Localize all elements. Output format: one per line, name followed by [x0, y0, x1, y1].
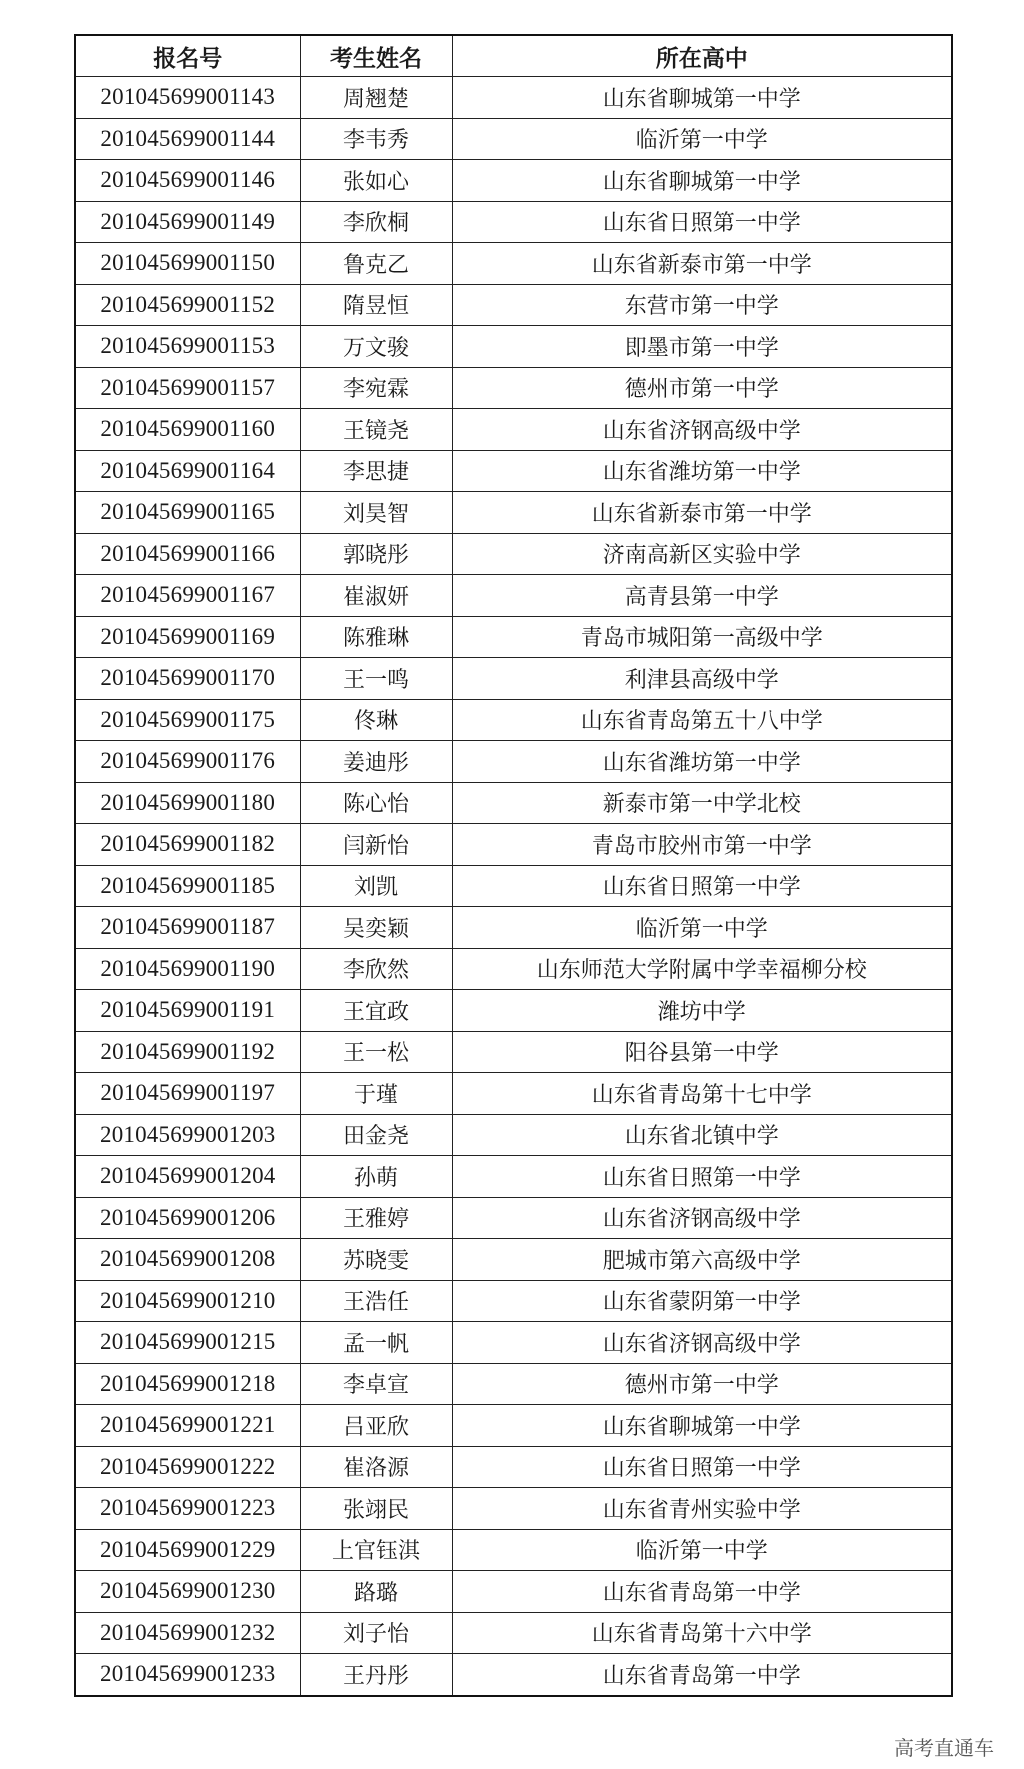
- high-school-cell: 临沂第一中学: [452, 118, 952, 160]
- high-school-cell: 山东省潍坊第一中学: [452, 450, 952, 492]
- registration-number-cell: 201045699001150: [75, 243, 300, 285]
- table-row: [75, 865, 952, 907]
- student-name-cell: 吕亚欣: [300, 1405, 452, 1447]
- student-name-cell: 王宜政: [300, 990, 452, 1032]
- registration-number-cell: 201045699001149: [75, 201, 300, 243]
- high-school-cell: 山东省青岛第十七中学: [452, 1073, 952, 1115]
- table-row: [75, 118, 952, 160]
- registration-number-cell: 201045699001222: [75, 1446, 300, 1488]
- registration-number-cell: 201045699001165: [75, 492, 300, 534]
- table-row: [75, 1654, 952, 1696]
- high-school-cell: 山东省青岛第五十八中学: [452, 699, 952, 741]
- student-name-cell: 孟一帆: [300, 1322, 452, 1364]
- table-row: [75, 1197, 952, 1239]
- registration-number-cell: 201045699001197: [75, 1073, 300, 1115]
- registration-number-cell: 201045699001210: [75, 1280, 300, 1322]
- registration-number-cell: 201045699001153: [75, 326, 300, 368]
- table-row: [75, 990, 952, 1032]
- high-school-cell: 阳谷县第一中学: [452, 1031, 952, 1073]
- registration-number-cell: 201045699001166: [75, 533, 300, 575]
- high-school-cell: 山东省日照第一中学: [452, 865, 952, 907]
- registration-number-cell: 201045699001191: [75, 990, 300, 1032]
- table-row: [75, 1612, 952, 1654]
- student-name-cell: 王浩任: [300, 1280, 452, 1322]
- table-row: [75, 616, 952, 658]
- registration-number-cell: 201045699001192: [75, 1031, 300, 1073]
- student-name-cell: 上官钰淇: [300, 1529, 452, 1571]
- table-row: [75, 1073, 952, 1115]
- student-name-cell: 张如心: [300, 160, 452, 202]
- table-row: [75, 1405, 952, 1447]
- table-row: [75, 326, 952, 368]
- student-name-cell: 李卓宣: [300, 1363, 452, 1405]
- high-school-cell: 青岛市胶州市第一中学: [452, 824, 952, 866]
- high-school-cell: 山东省日照第一中学: [452, 1446, 952, 1488]
- registration-number-cell: 201045699001204: [75, 1156, 300, 1198]
- registration-number-cell: 201045699001208: [75, 1239, 300, 1281]
- table-row: [75, 575, 952, 617]
- registration-number-cell: 201045699001146: [75, 160, 300, 202]
- high-school-cell: 山东省北镇中学: [452, 1114, 952, 1156]
- high-school-cell: 肥城市第六高级中学: [452, 1239, 952, 1281]
- student-name-cell: 万文骏: [300, 326, 452, 368]
- high-school-cell: 临沂第一中学: [452, 907, 952, 949]
- registration-number-cell: 201045699001221: [75, 1405, 300, 1447]
- header-registration-number: 报名号: [75, 35, 300, 77]
- student-name-cell: 王一松: [300, 1031, 452, 1073]
- high-school-cell: 潍坊中学: [452, 990, 952, 1032]
- table-row: [75, 1156, 952, 1198]
- student-name-cell: 于瑾: [300, 1073, 452, 1115]
- student-name-cell: 佟琳: [300, 699, 452, 741]
- high-school-cell: 山东师范大学附属中学幸福柳分校: [452, 948, 952, 990]
- registration-number-cell: 201045699001143: [75, 77, 300, 119]
- registration-number-cell: 201045699001160: [75, 409, 300, 451]
- high-school-cell: 山东省济钢高级中学: [452, 409, 952, 451]
- high-school-cell: 山东省新泰市第一中学: [452, 492, 952, 534]
- student-name-cell: 隋昱恒: [300, 284, 452, 326]
- high-school-cell: 济南高新区实验中学: [452, 533, 952, 575]
- table-row: [75, 450, 952, 492]
- high-school-cell: 新泰市第一中学北校: [452, 782, 952, 824]
- table-row: [75, 658, 952, 700]
- watermark-text: 高考直通车: [894, 1736, 994, 1760]
- high-school-cell: 山东省聊城第一中学: [452, 77, 952, 119]
- table-row: [75, 201, 952, 243]
- high-school-cell: 利津县高级中学: [452, 658, 952, 700]
- high-school-cell: 山东省青岛第一中学: [452, 1571, 952, 1613]
- high-school-cell: 山东省日照第一中学: [452, 201, 952, 243]
- registration-number-cell: 201045699001190: [75, 948, 300, 990]
- high-school-cell: 山东省聊城第一中学: [452, 1405, 952, 1447]
- high-school-cell: 山东省济钢高级中学: [452, 1322, 952, 1364]
- header-row: [75, 35, 952, 77]
- student-name-cell: 李韦秀: [300, 118, 452, 160]
- table-row: [75, 907, 952, 949]
- table-row: [75, 533, 952, 575]
- table-row: [75, 284, 952, 326]
- high-school-cell: 山东省青岛第十六中学: [452, 1612, 952, 1654]
- table-row: [75, 824, 952, 866]
- student-name-cell: 刘凯: [300, 865, 452, 907]
- student-name-cell: 路璐: [300, 1571, 452, 1613]
- student-name-cell: 孙萌: [300, 1156, 452, 1198]
- student-name-cell: 王镜尧: [300, 409, 452, 451]
- high-school-cell: 德州市第一中学: [452, 1363, 952, 1405]
- high-school-cell: 山东省日照第一中学: [452, 1156, 952, 1198]
- high-school-cell: 山东省青岛第一中学: [452, 1654, 952, 1696]
- high-school-cell: 山东省济钢高级中学: [452, 1197, 952, 1239]
- registration-number-cell: 201045699001232: [75, 1612, 300, 1654]
- high-school-cell: 德州市第一中学: [452, 367, 952, 409]
- registration-number-cell: 201045699001187: [75, 907, 300, 949]
- high-school-cell: 山东省新泰市第一中学: [452, 243, 952, 285]
- registration-number-cell: 201045699001185: [75, 865, 300, 907]
- table-row: [75, 492, 952, 534]
- table-row: [75, 1322, 952, 1364]
- table-row: [75, 367, 952, 409]
- student-name-cell: 王一鸣: [300, 658, 452, 700]
- student-name-cell: 鲁克乙: [300, 243, 452, 285]
- registration-number-cell: 201045699001233: [75, 1654, 300, 1696]
- table-row: [75, 741, 952, 783]
- table-row: [75, 1031, 952, 1073]
- high-school-cell: 山东省聊城第一中学: [452, 160, 952, 202]
- table-row: [75, 1529, 952, 1571]
- student-name-cell: 周翘楚: [300, 77, 452, 119]
- registration-number-cell: 201045699001215: [75, 1322, 300, 1364]
- table-row: [75, 782, 952, 824]
- registration-number-cell: 201045699001203: [75, 1114, 300, 1156]
- high-school-cell: 即墨市第一中学: [452, 326, 952, 368]
- student-name-cell: 陈雅琳: [300, 616, 452, 658]
- table-row: [75, 948, 952, 990]
- table-row: [75, 1280, 952, 1322]
- high-school-cell: 东营市第一中学: [452, 284, 952, 326]
- registration-number-cell: 201045699001176: [75, 741, 300, 783]
- registration-number-cell: 201045699001157: [75, 367, 300, 409]
- student-name-cell: 张翊民: [300, 1488, 452, 1530]
- registration-number-cell: 201045699001229: [75, 1529, 300, 1571]
- student-name-cell: 田金尧: [300, 1114, 452, 1156]
- registration-number-cell: 201045699001164: [75, 450, 300, 492]
- student-name-cell: 李欣桐: [300, 201, 452, 243]
- table-row: [75, 1488, 952, 1530]
- table-body: [75, 77, 952, 1696]
- registration-number-cell: 201045699001223: [75, 1488, 300, 1530]
- student-name-cell: 崔淑妍: [300, 575, 452, 617]
- high-school-cell: 山东省青州实验中学: [452, 1488, 952, 1530]
- student-name-cell: 姜迪彤: [300, 741, 452, 783]
- table-row: [75, 1571, 952, 1613]
- registration-number-cell: 201045699001167: [75, 575, 300, 617]
- table-row: [75, 160, 952, 202]
- high-school-cell: 山东省潍坊第一中学: [452, 741, 952, 783]
- table-row: [75, 1446, 952, 1488]
- student-name-cell: 崔洛源: [300, 1446, 452, 1488]
- student-name-cell: 郭晓彤: [300, 533, 452, 575]
- student-name-cell: 王丹彤: [300, 1654, 452, 1696]
- student-name-cell: 苏晓雯: [300, 1239, 452, 1281]
- high-school-cell: 高青县第一中学: [452, 575, 952, 617]
- table-row: [75, 1114, 952, 1156]
- table-row: [75, 409, 952, 451]
- registration-number-cell: 201045699001169: [75, 616, 300, 658]
- registration-number-cell: 201045699001180: [75, 782, 300, 824]
- registration-number-cell: 201045699001218: [75, 1363, 300, 1405]
- registration-number-cell: 201045699001175: [75, 699, 300, 741]
- table-header: [75, 35, 952, 77]
- student-name-cell: 刘子怡: [300, 1612, 452, 1654]
- student-roster-table: [74, 34, 953, 1697]
- student-name-cell: 李宛霖: [300, 367, 452, 409]
- table-row: [75, 1363, 952, 1405]
- table-row: [75, 243, 952, 285]
- student-name-cell: 王雅婷: [300, 1197, 452, 1239]
- table-row: [75, 77, 952, 119]
- table-row: [75, 1239, 952, 1281]
- high-school-cell: 临沂第一中学: [452, 1529, 952, 1571]
- header-high-school: 所在高中: [452, 35, 952, 77]
- high-school-cell: 山东省蒙阴第一中学: [452, 1280, 952, 1322]
- student-name-cell: 李欣然: [300, 948, 452, 990]
- registration-number-cell: 201045699001182: [75, 824, 300, 866]
- student-name-cell: 闫新怡: [300, 824, 452, 866]
- registration-number-cell: 201045699001152: [75, 284, 300, 326]
- registration-number-cell: 201045699001206: [75, 1197, 300, 1239]
- student-name-cell: 陈心怡: [300, 782, 452, 824]
- student-name-cell: 吴奕颖: [300, 907, 452, 949]
- header-student-name: 考生姓名: [300, 35, 452, 77]
- student-name-cell: 李思捷: [300, 450, 452, 492]
- table-row: [75, 699, 952, 741]
- registration-number-cell: 201045699001230: [75, 1571, 300, 1613]
- high-school-cell: 青岛市城阳第一高级中学: [452, 616, 952, 658]
- registration-number-cell: 201045699001170: [75, 658, 300, 700]
- student-name-cell: 刘昊智: [300, 492, 452, 534]
- registration-number-cell: 201045699001144: [75, 118, 300, 160]
